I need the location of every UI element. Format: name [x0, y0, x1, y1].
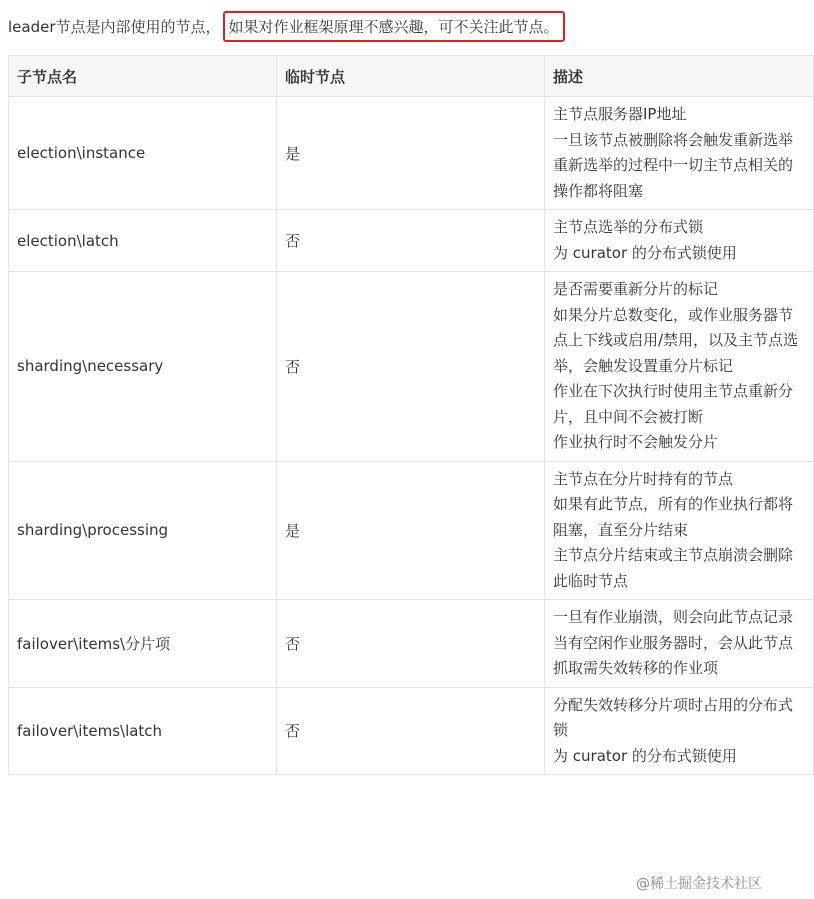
cell-temp-node: 否 [277, 272, 545, 462]
cell-node-name: sharding\processing [9, 461, 277, 600]
cell-temp-node: 是 [277, 97, 545, 210]
description-line: 重新选举的过程中一切主节点相关的操作都将阻塞 [553, 156, 794, 200]
description-line: 主节点分片结束或主节点崩溃会删除此临时节点 [553, 546, 794, 590]
cell-node-name: election\latch [9, 210, 277, 272]
description-line: 作业在下次执行时使用主节点重新分片，且中间不会被打断 [553, 382, 794, 426]
table-row [9, 97, 814, 210]
cell-temp-node: 是 [277, 461, 545, 600]
table-row [9, 600, 814, 688]
cell-description [545, 97, 814, 210]
description-line: 作业执行时不会触发分片 [553, 433, 719, 451]
cell-description [545, 210, 814, 272]
cell-temp-node: 否 [277, 687, 545, 775]
description-line: 为 curator 的分布式锁使用 [553, 746, 737, 765]
cell-description [545, 272, 814, 462]
cell-node-name: failover\items\latch [9, 687, 277, 775]
cell-node-name: sharding\necessary [9, 272, 277, 462]
zk-node-table [8, 55, 814, 775]
cell-temp-node: 否 [277, 210, 545, 272]
cell-description [545, 600, 814, 688]
intro-line [8, 12, 565, 40]
description-line: 一旦该节点被删除将会触发重新选举 [553, 130, 794, 149]
description-line: 当有空闲作业服务器时，会从此节点抓取需失效转移的作业项 [553, 633, 794, 677]
cell-description [545, 687, 814, 775]
intro-text: leader节点是内部使用的节点， [8, 17, 221, 36]
description-line: 主节点选举的分布式锁 [553, 218, 704, 236]
cell-description [545, 461, 814, 600]
table-row [9, 210, 814, 272]
description-line: 分配失效转移分片项时占用的分布式锁 [553, 695, 794, 739]
cell-temp-node: 否 [277, 600, 545, 688]
description-line: 主节点在分片时持有的节点 [553, 469, 734, 488]
description-line: 为 curator 的分布式锁使用 [553, 243, 737, 262]
table-row [9, 272, 814, 462]
header-temp-node: 临时节点 [277, 56, 545, 97]
cell-node-name: failover\items\分片项 [9, 600, 277, 688]
description-line: 如果分片总数变化，或作业服务器节点上下线或启用/禁用，以及主节点选举，会触发设置重分片标记 [553, 305, 799, 375]
description-line: 一旦有作业崩溃，则会向此节点记录 [553, 608, 794, 626]
table-header-row [9, 56, 814, 97]
table-row [9, 687, 814, 775]
header-description: 描述 [545, 56, 814, 97]
watermark: @稀土掘金技术社区 [636, 876, 762, 892]
description-line: 是否需要重新分片的标记 [553, 280, 719, 298]
description-line: 主节点服务器IP地址 [553, 105, 687, 123]
table-row [9, 461, 814, 600]
description-line: 如果有此节点，所有的作业执行都将阻塞，直至分片结束 [553, 495, 794, 539]
cell-node-name: election\instance [9, 97, 277, 210]
highlighted-note: 如果对作业框架原理不感兴趣，可不关注此节点。 [223, 11, 565, 42]
header-node-name: 子节点名 [9, 56, 277, 97]
